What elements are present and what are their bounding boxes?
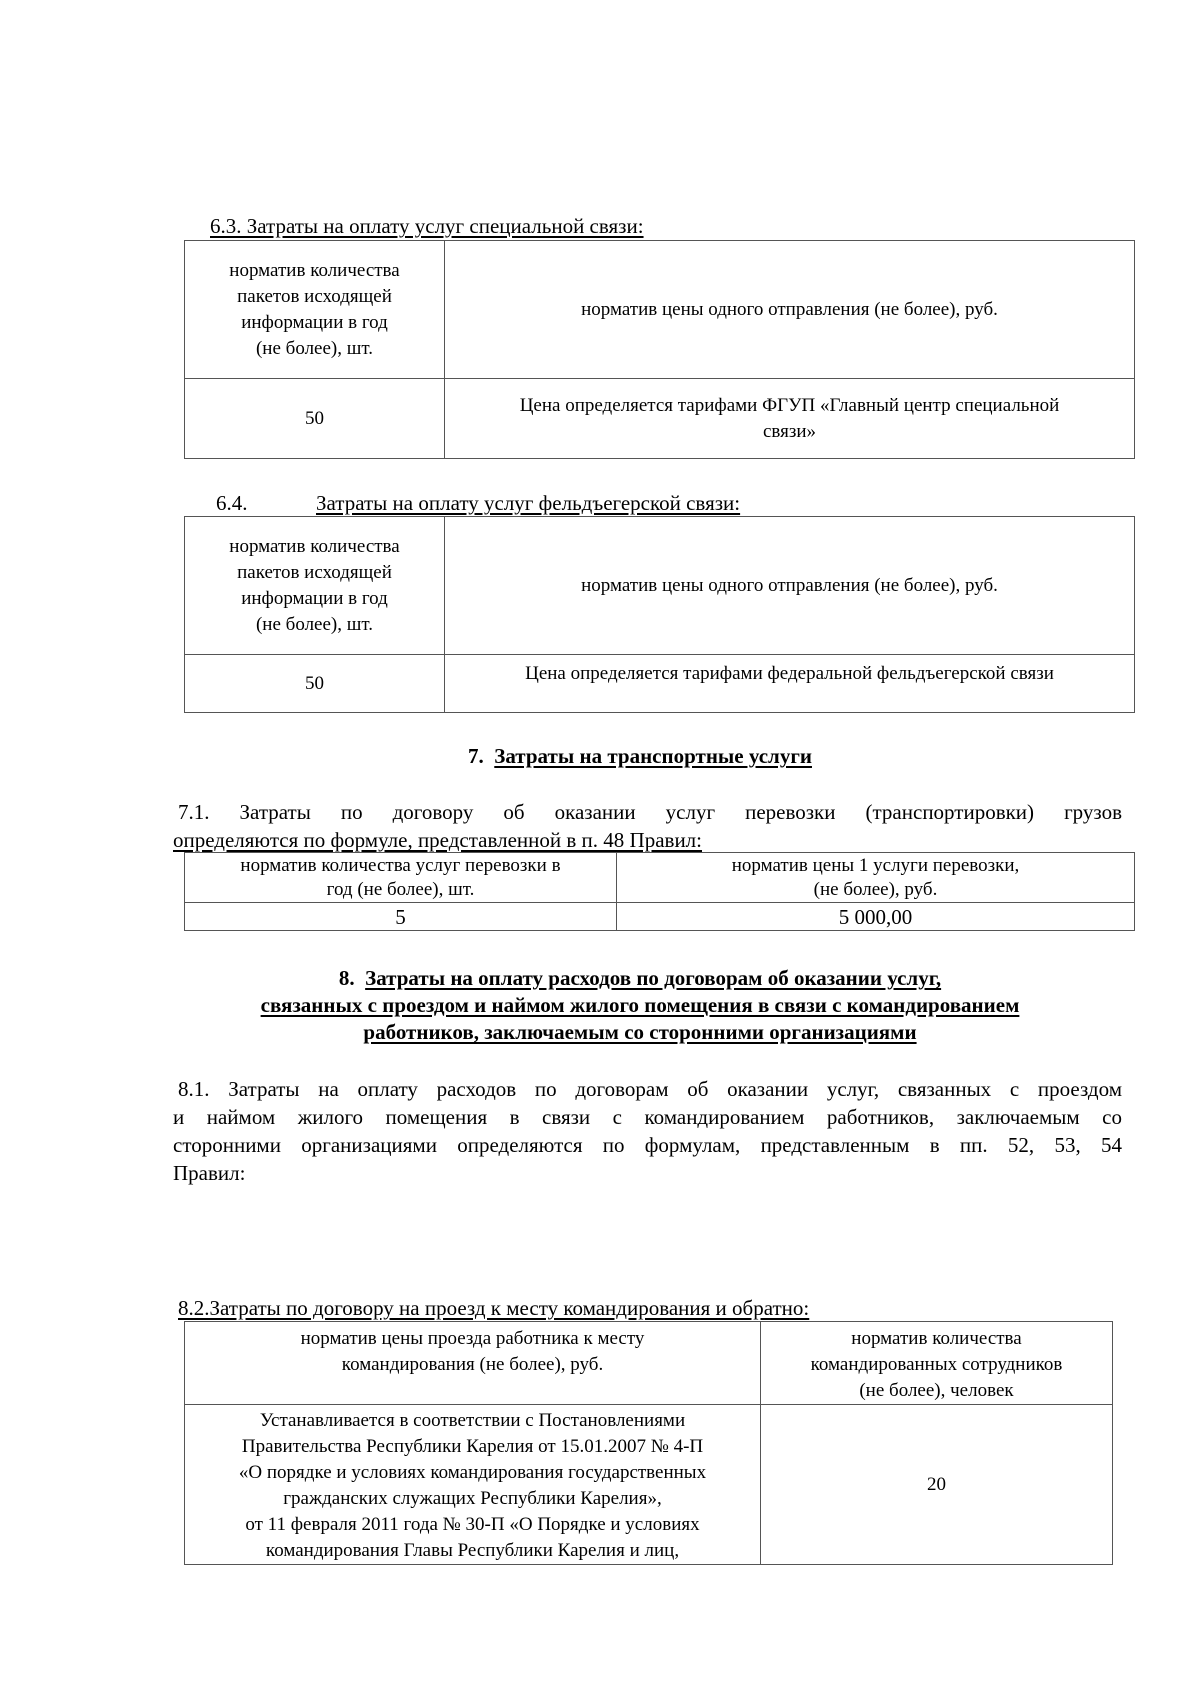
section-7-number: 7. (468, 744, 484, 768)
cell-price: Цена определяется тарифами ФГУП «Главный центр специальной связи» (445, 379, 1135, 459)
header-cell-qty: норматив количества услуг перевозки в год (не более), шт. (185, 853, 617, 903)
section-8-1-line-1: 8.1. Затраты на оплату расходов по договорам об оказании услуг, связанных с проездом (178, 1077, 1122, 1101)
table-header-row (185, 241, 1135, 379)
courier-communication-table (184, 516, 1135, 713)
section-8-1-line-4: Правил: (173, 1161, 246, 1185)
section-7-heading (160, 743, 1120, 770)
header-cell-price: норматив цены проезда работника к месту командирования (не более), руб. (185, 1322, 761, 1405)
special-communication-table (184, 240, 1135, 459)
cell-qty: 50 (185, 379, 445, 459)
transport-table (184, 852, 1135, 931)
section-8-title-line-3: работников, заключаемым со сторонними организациями (363, 1020, 917, 1044)
section-8-2-caption: 8.2.Затраты по договору на проезд к месту командирования и обратно: (178, 1296, 810, 1320)
section-7-1-line-2: определяются по формуле, представленной в п. 48 Правил: (173, 828, 702, 852)
section-8-number: 8. (338, 966, 355, 990)
table-row (185, 379, 1135, 459)
section-6-4-number: 6.4. (216, 491, 248, 515)
header-cell-count: норматив количества командированных сотрудников (не более), человек (761, 1322, 1113, 1405)
section-7-title: Затраты на транспортные услуги (494, 744, 812, 768)
cell-price: Устанавливается в соответствии с Постановлениями Правительства Республики Карелия от 15.01.2007 № 4-П «О порядке и условиях командирования государственных гражданских служащих Республики Карелия», от 11 февраля 2011 года № 30-П «О Порядке и условиях командирования Главы Республики Карелия и лиц, (185, 1405, 761, 1565)
header-cell-price: норматив цены 1 услуги перевозки, (не более), руб. (617, 853, 1135, 903)
section-8-heading (160, 965, 1120, 1046)
table-header-row (185, 1322, 1113, 1405)
business-travel-table (184, 1321, 1113, 1565)
header-cell-price: норматив цены одного отправления (не более), руб. (445, 241, 1135, 379)
cell-count: 20 (761, 1405, 1113, 1565)
table-row (185, 1405, 1113, 1565)
cell-qty: 50 (185, 655, 445, 713)
header-cell-qty: норматив количества пакетов исходящей информации в год (не более), шт. (185, 241, 445, 379)
section-8-1-paragraph (173, 1075, 1122, 1187)
section-8-1-line-2: и наймом жилого помещения в связи с командированием работников, заключаемым со (173, 1105, 1122, 1129)
table-row (185, 655, 1135, 713)
header-cell-qty: норматив количества пакетов исходящей информации в год (не более), шт. (185, 517, 445, 655)
cell-qty: 5 (185, 903, 617, 931)
cell-price: Цена определяется тарифами федеральной фельдъегерской связи (445, 655, 1135, 713)
section-8-title-line-2: связанных с проездом и наймом жилого помещения в связи с командированием (260, 993, 1020, 1017)
section-8-title-line-1: 8. Затраты на оплату расходов по договорам об оказании услуг, (338, 966, 942, 990)
section-6-3-caption: 6.3. Затраты на оплату услуг специальной связи: (210, 214, 644, 238)
section-6-4-caption: Затраты на оплату услуг фельдъегерской связи: (316, 491, 741, 515)
section-7-1-line-1: 7.1. Затраты по договору об оказании услуг перевозки (транспортировки) грузов (178, 800, 1122, 824)
table-header-row (185, 517, 1135, 655)
table-header-row (185, 853, 1135, 903)
section-8-1-line-3: сторонними организациями определяются по формулам, представленным в пп. 52, 53, 54 (173, 1133, 1122, 1157)
table-row (185, 903, 1135, 931)
cell-price: 5 000,00 (617, 903, 1135, 931)
header-cell-price: норматив цены одного отправления (не более), руб. (445, 517, 1135, 655)
